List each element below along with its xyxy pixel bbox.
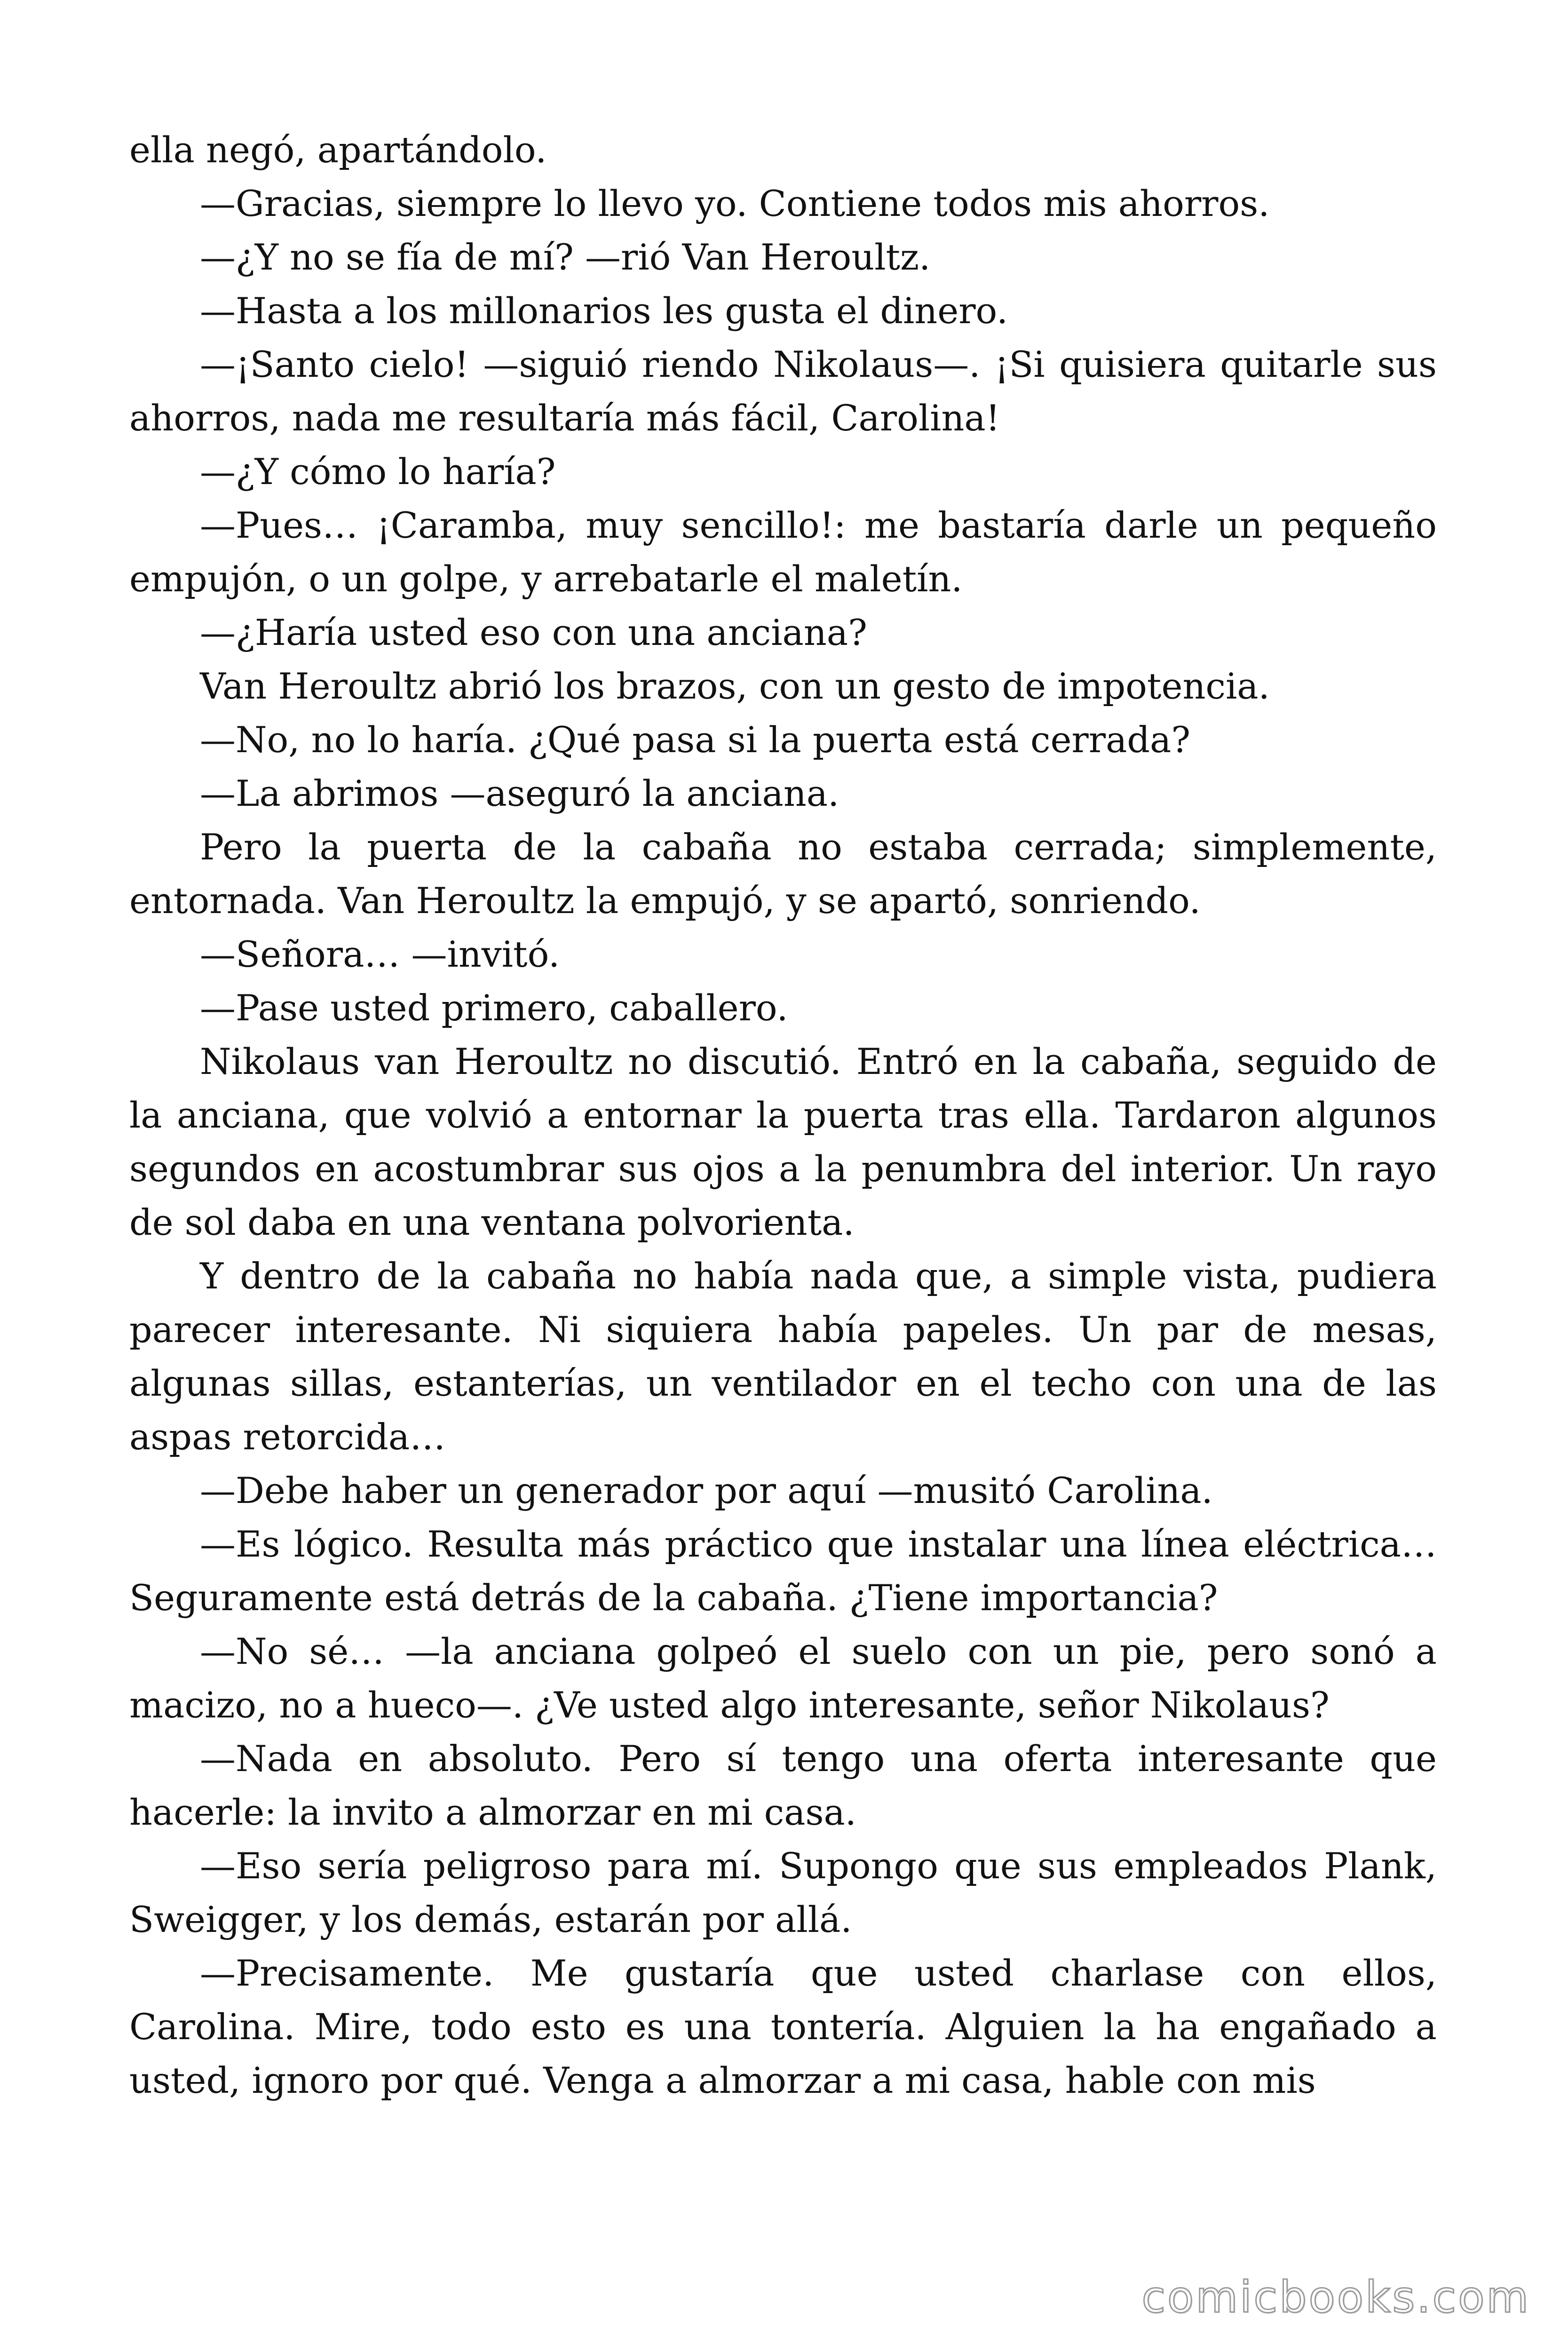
paragraph: —¿Haría usted eso con una anciana? [200,612,867,653]
paragraph: —No, no lo haría. ¿Qué pasa si la puerta está cerrada? [200,719,1191,761]
paragraph: —Eso sería peligroso para mí. Supongo que sus empleados Plank, Sweigger, y los demás, estarán por allá. [129,1845,1437,1940]
paragraph: —Gracias, siempre lo llevo yo. Contiene todos mis ahorros. [200,183,1270,224]
paragraph: —No sé… —la anciana golpeó el suelo con un pie, pero sonó a macizo, no a hueco—. ¿Ve usted algo interesante, señor Nikolaus? [129,1630,1437,1726]
paragraph: —Pase usted primero, caballero. [200,987,788,1029]
paragraph: —Es lógico. Resulta más práctico que instalar una línea eléctrica… Seguramente está detrás de la cabaña. ¿Tiene importancia? [129,1523,1437,1619]
paragraph: —Debe haber un generador por aquí —musitó Carolina. [200,1470,1213,1511]
paragraph: —¿Y no se fía de mí? —rió Van Heroultz. [200,236,931,278]
paragraph: Van Heroultz abrió los brazos, con un gesto de impotencia. [200,665,1270,707]
paragraph: —¡Santo cielo! —siguió riendo Nikolaus—. ¡Si quisiera quitarle sus ahorros, nada me resultaría más fácil, Carolina! [129,343,1437,439]
paragraph: —Pues… ¡Caramba, muy sencillo!: me bastaría darle un pequeño empujón, o un golpe, y arrebatarle el maletín. [129,504,1437,600]
paragraph: Nikolaus van Heroultz no discutió. Entró en la cabaña, seguido de la anciana, que volvió a entornar la puerta tras ella. Tardaron algunos segundos en acostumbrar sus ojos a la penumbra del interior. Un rayo de sol daba en una ventana polvorienta. [129,1041,1437,1243]
paragraph: —La abrimos —aseguró la anciana. [200,772,839,814]
paragraph: Y dentro de la cabaña no había nada que, a simple vista, pudiera parecer interesante. Ni siquiera había papeles. Un par de mesas, algunas sillas, estanterías, un ventilador en el techo con una de las aspas retorcida… [129,1255,1437,1458]
paragraph: —¿Y cómo lo haría? [200,451,556,493]
paragraph: Pero la puerta de la cabaña no estaba cerrada; simplemente, entornada. Van Heroultz la empujó, y se apartó, sonriendo. [129,826,1437,922]
watermark: comicbooks.com [1141,2272,1530,2322]
paragraph: —Precisamente. Me gustaría que usted charlase con ellos, Carolina. Mire, todo esto es una tontería. Alguien la ha engañado a usted, ignoro por qué. Venga a almorzar a mi casa, hable con mis [129,1952,1437,2101]
paragraph: —Nada en absoluto. Pero sí tengo una oferta interesante que hacerle: la invito a almorzar en mi casa. [129,1738,1437,1833]
paragraph: —Señora… —invitó. [200,933,560,975]
paragraph: —Hasta a los millonarios les gusta el dinero. [200,290,1008,332]
text-column [129,123,1437,2107]
paragraph: ella negó, apartándolo. [129,129,547,171]
